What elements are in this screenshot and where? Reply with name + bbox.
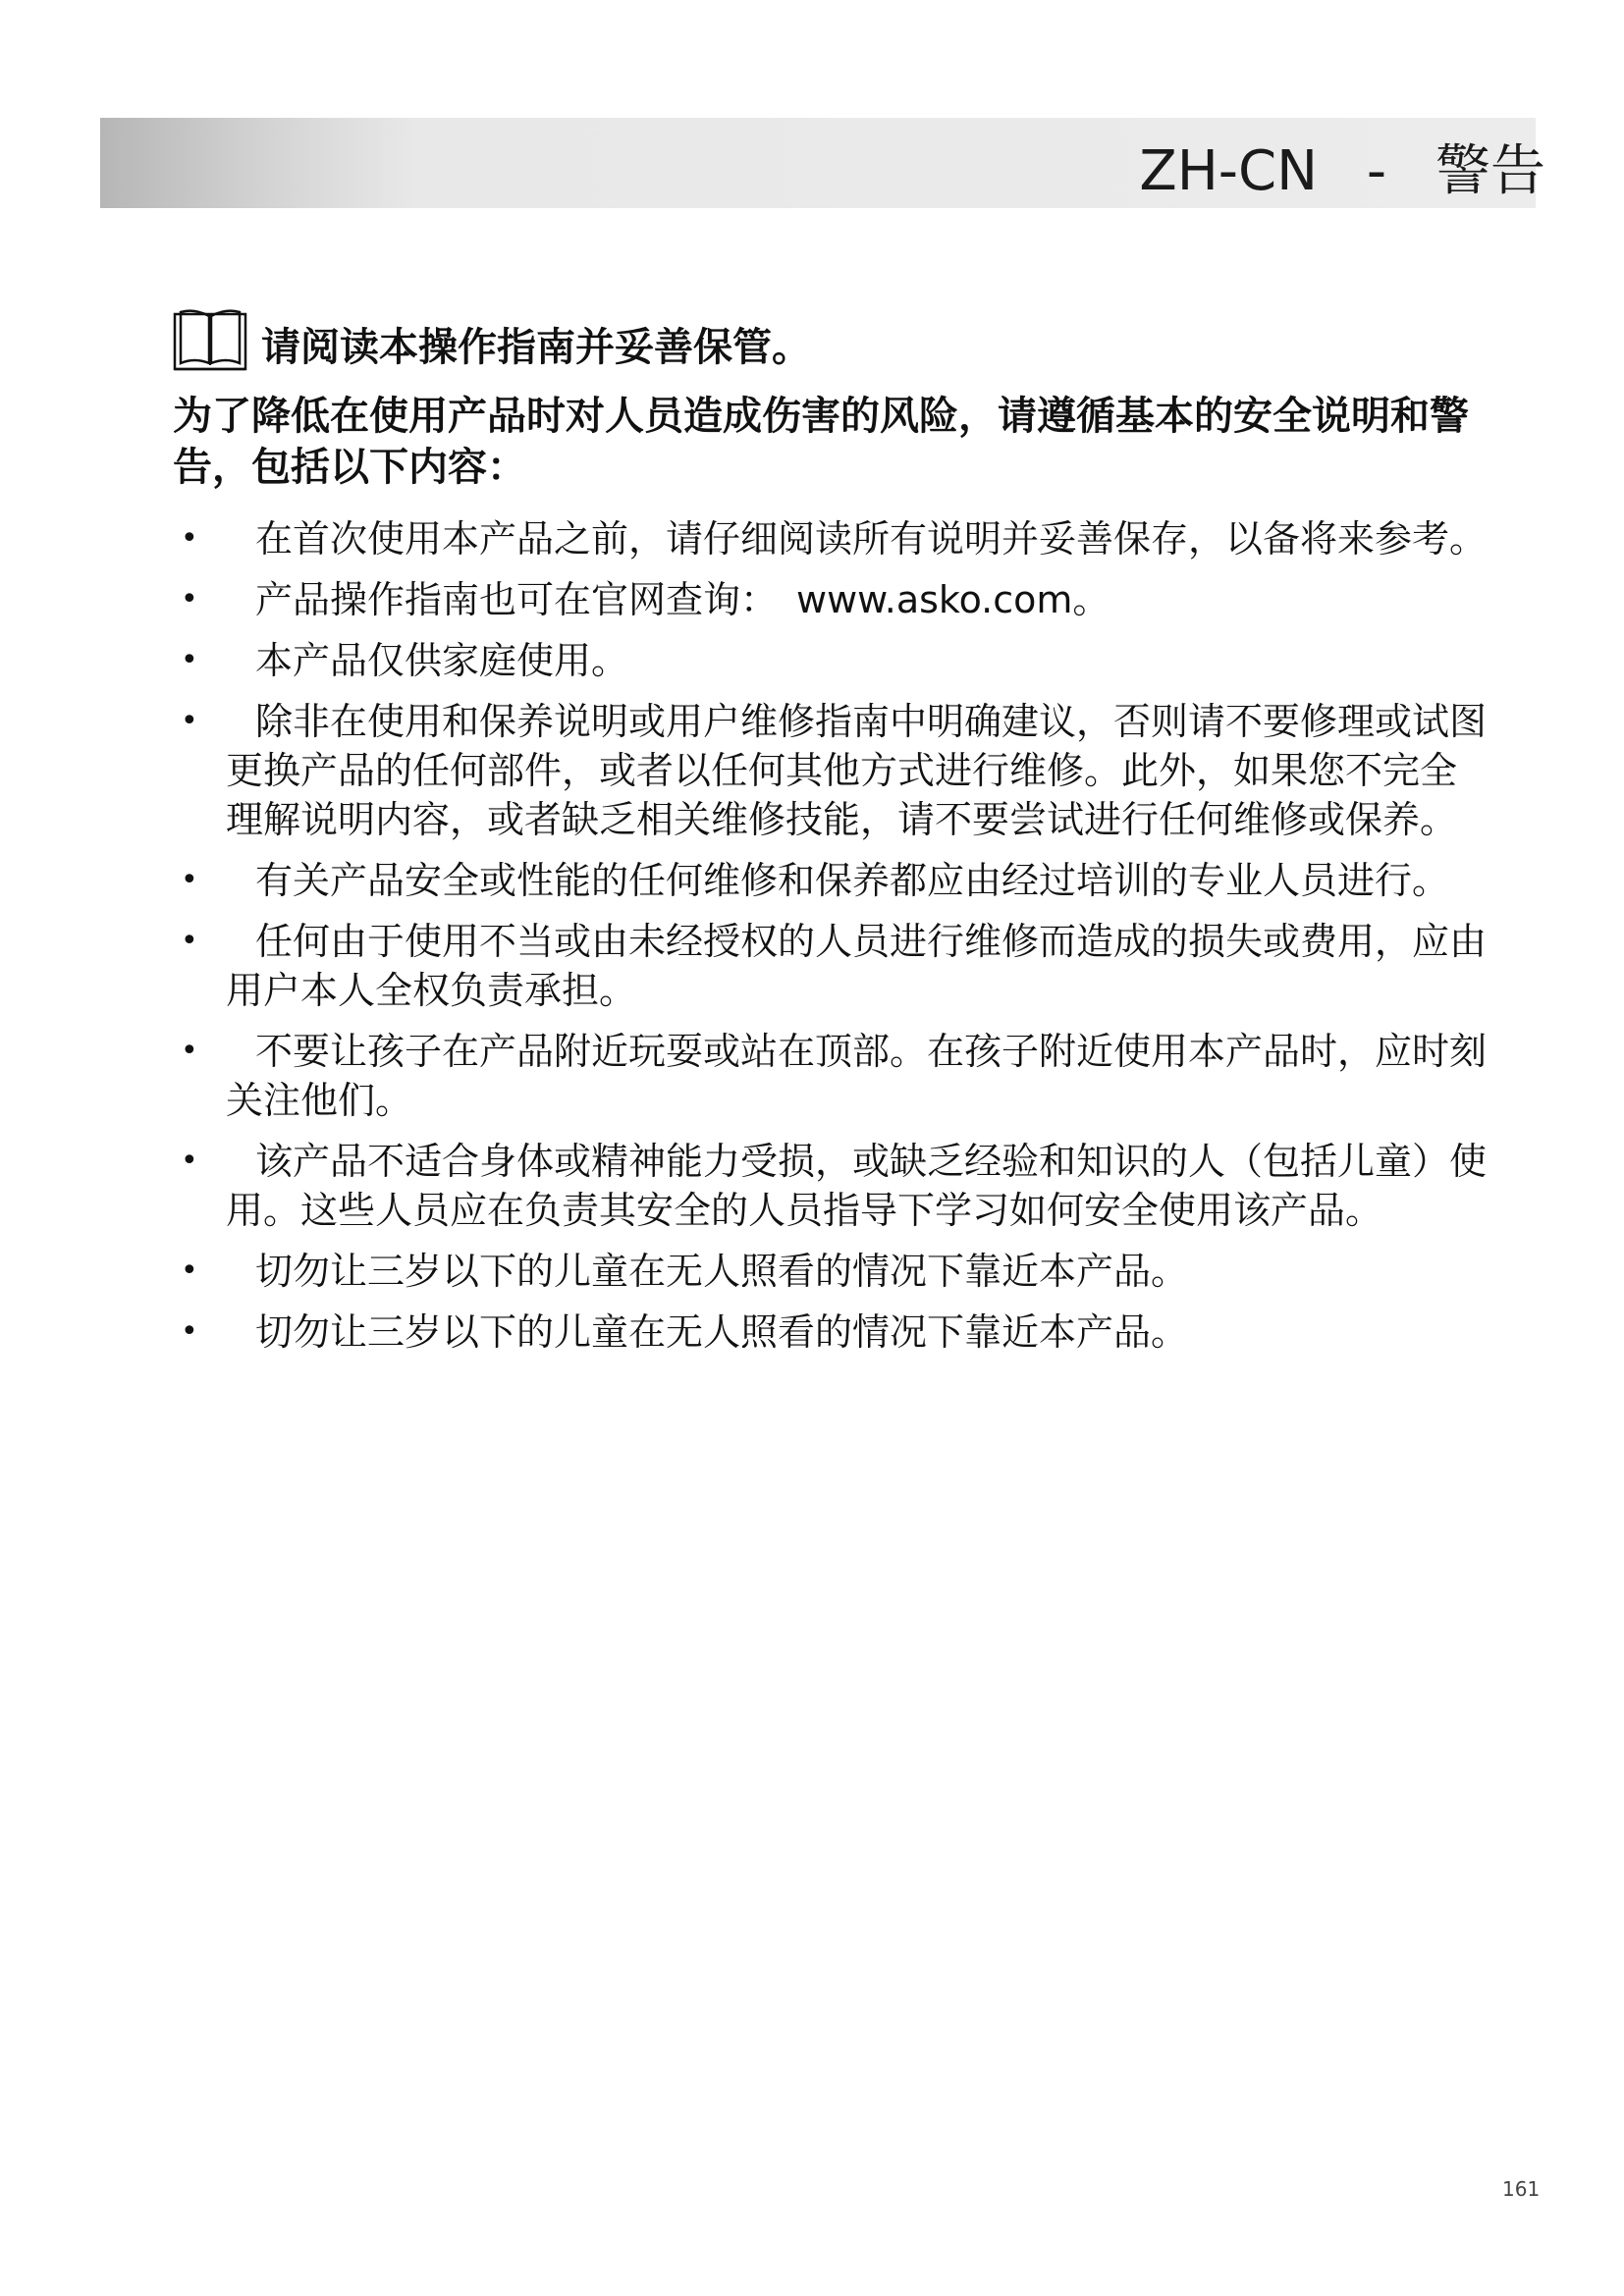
list-item-text: 切勿让三岁以下的儿童在无人照看的情况下靠近本产品。 (255, 1250, 1189, 1293)
header-title (1139, 137, 1545, 206)
lead-paragraph: 为了降低在使用产品时对人员造成伤害的风险，请遵循基本的安全说明和警告，包括以下内容： (173, 394, 1469, 490)
list-item-text: 在首次使用本产品之前，请仔细阅读所有说明并妥善保存，以备将来参考。 (255, 517, 1488, 561)
list-item (173, 856, 1489, 905)
intro-row (173, 294, 1489, 373)
bullet: • (181, 582, 198, 616)
list-item (173, 1308, 1489, 1357)
list-item-text: 不要让孩子在产品附近玩耍或站在顶部。在孩子附近使用本产品时，应时刻关注他们。 (226, 1030, 1488, 1122)
bullet: • (181, 643, 198, 677)
header-section: 警告 (1435, 139, 1545, 203)
bullet: • (181, 1034, 198, 1068)
bullet: • (181, 924, 198, 958)
safety-list (173, 514, 1489, 1357)
list-item-text: 产品操作指南也可在官网查询： www.asko.com。 (255, 578, 1110, 621)
bullet: • (181, 704, 198, 738)
header-lang-code: ZH-CN (1139, 139, 1318, 203)
bullet: • (181, 863, 198, 897)
book-icon (173, 308, 247, 373)
bullet: • (181, 521, 198, 556)
list-item-text: 切勿让三岁以下的儿童在无人照看的情况下靠近本产品。 (255, 1310, 1189, 1354)
list-item (173, 1137, 1489, 1235)
list-item-text: 除非在使用和保养说明或用户维修指南中明确建议，否则请不要修理或试图更换产品的任何部件，或者以任何其他方式进行维修。此外，如果您不完全理解说明内容，或者缺乏相关维修技能，请不要尝试进行任何维修或保养。 (226, 700, 1488, 841)
bullet: • (181, 1314, 198, 1349)
list-item-text: 有关产品安全或性能的任何维修和保养都应由经过培训的专业人员进行。 (255, 859, 1450, 902)
list-item-text: 该产品不适合身体或精神能力受损，或缺乏经验和知识的人（包括儿童）使用。这些人员应在负责其安全的人员指导下学习如何安全使用该产品。 (226, 1140, 1488, 1232)
content (173, 294, 1489, 1368)
list-item (173, 917, 1489, 1015)
list-item (173, 514, 1489, 563)
list-item (173, 697, 1489, 844)
list-item (173, 636, 1489, 685)
list-item (173, 575, 1489, 624)
list-item-text: 本产品仅供家庭使用。 (255, 639, 629, 682)
list-item-text: 任何由于使用不当或由未经授权的人员进行维修而造成的损失或费用，应由用户本人全权负责承担。 (226, 920, 1488, 1012)
header-separator: - (1366, 139, 1387, 203)
bullet: • (181, 1144, 198, 1178)
list-item (173, 1027, 1489, 1125)
intro-title: 请阅读本操作指南并妥善保管。 (261, 325, 811, 370)
bullet: • (181, 1254, 198, 1288)
page-number: 161 (1502, 2177, 1541, 2201)
list-item (173, 1247, 1489, 1296)
